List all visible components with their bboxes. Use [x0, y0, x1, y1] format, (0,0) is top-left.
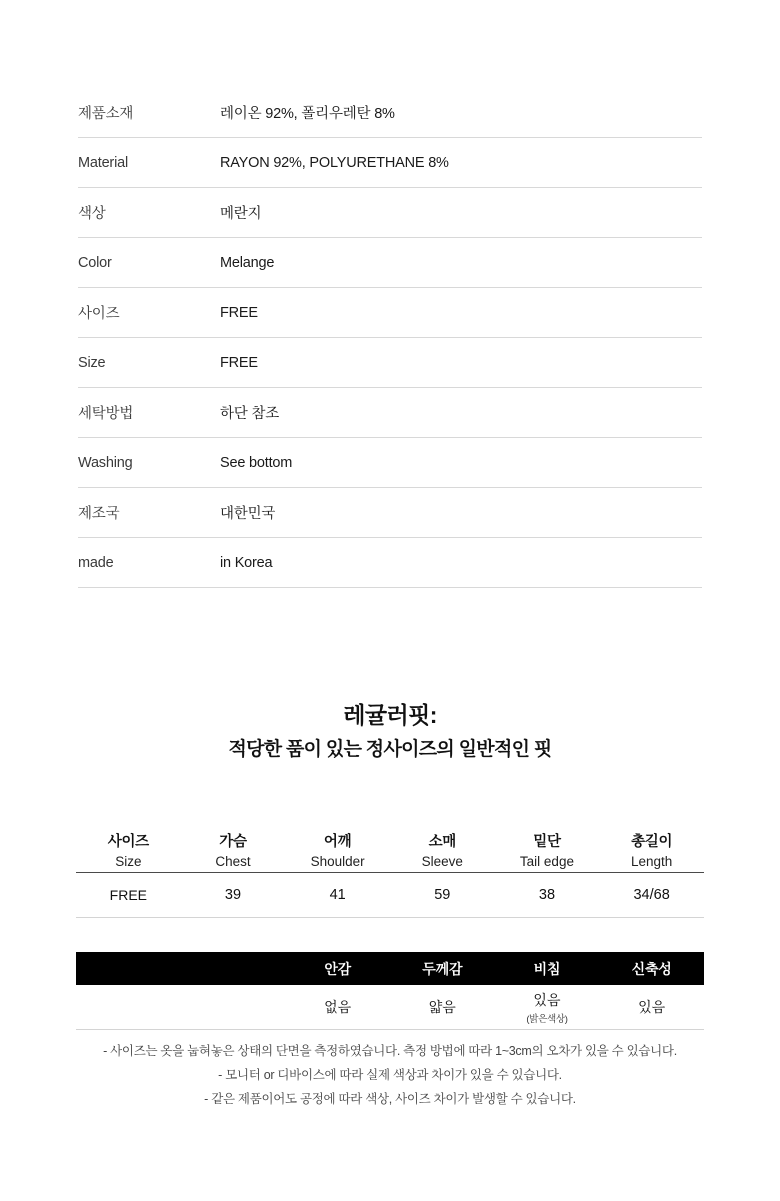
- measurement-header-sleeve: 소매 Sleeve: [421, 834, 463, 870]
- spec-label: 제품소재: [78, 106, 134, 122]
- spec-label: Color: [78, 254, 112, 271]
- spec-value: FREE: [220, 304, 258, 321]
- table-row: [78, 138, 702, 188]
- size-measurement-table: [76, 832, 704, 918]
- attribute-header-blank-1: [76, 952, 181, 985]
- measurement-header-length: 총길이 Length: [630, 834, 673, 870]
- footnote-list: [0, 1042, 780, 1113]
- fit-subtitle: 적당한 품이 있는 정사이즈의 일반적인 핏: [228, 739, 552, 761]
- spec-label: Size: [78, 354, 106, 371]
- attribute-value-elasticity: 있음: [638, 999, 666, 1015]
- attribute-cell-blank-1: [76, 985, 181, 1030]
- measurement-header-shoulder: 어깨 Shoulder: [310, 834, 365, 870]
- table-row: [78, 488, 702, 538]
- attribute-header-elasticity: 신축성: [599, 952, 704, 985]
- spec-label: 사이즈: [78, 306, 120, 322]
- table-row: [76, 872, 704, 917]
- spec-value: See bottom: [220, 454, 293, 471]
- spec-label: made: [78, 554, 114, 571]
- measurement-header-tail-edge: 밑단 Tail edge: [519, 834, 574, 870]
- attribute-cell-lining: [285, 985, 390, 1030]
- spec-value: RAYON 92%, POLYURETHANE 8%: [220, 154, 449, 171]
- measurement-header-size: 사이즈 Size: [107, 834, 149, 870]
- footnote-item: - 모니터 or 디바이스에 따라 실제 색상과 차이가 있을 수 있습니다.: [218, 1067, 562, 1082]
- attribute-note-transparency: (밝은색상): [526, 1013, 568, 1025]
- footnote-item: - 같은 제품이어도 공정에 따라 색상, 사이즈 차이가 발생할 수 있습니다.: [204, 1091, 576, 1106]
- fit-title: 레귤러핏:: [343, 702, 437, 728]
- attribute-header-thickness: 두께감: [390, 952, 495, 985]
- measurement-header-row: [76, 832, 704, 872]
- spec-label: 색상: [78, 206, 106, 222]
- table-row: [78, 88, 702, 138]
- table-row: [76, 985, 704, 1030]
- spec-label: Material: [78, 154, 128, 171]
- spec-label: 제조국: [78, 506, 120, 522]
- measurement-cell-chest: 39: [181, 872, 286, 917]
- footnote-item: - 사이즈는 옷을 눕혀놓은 상태의 단면을 측정하였습니다. 측정 방법에 따라 1~3cm의 오차가 있을 수 있습니다.: [103, 1044, 677, 1058]
- table-row: [78, 188, 702, 238]
- attribute-header-row: [76, 952, 704, 985]
- attribute-header-transparency: 비침: [495, 952, 600, 985]
- attribute-value-lining: 없음: [324, 999, 352, 1015]
- attribute-cell-transparency: [495, 985, 600, 1030]
- product-spec-table: [78, 88, 702, 588]
- spec-value: 대한민국: [220, 506, 276, 522]
- measurement-cell-size: FREE: [76, 872, 181, 917]
- spec-label: Washing: [78, 454, 133, 471]
- spec-value: 레이온 92%, 폴리우레탄 8%: [220, 106, 395, 122]
- table-row: [78, 338, 702, 388]
- attribute-value-thickness: 얇음: [428, 999, 456, 1015]
- table-row: [78, 288, 702, 338]
- measurement-cell-tail-edge: 38: [495, 872, 600, 917]
- attribute-cell-thickness: [390, 985, 495, 1030]
- measurement-header-chest: 가슴 Chest: [215, 834, 251, 870]
- table-row: [78, 538, 702, 588]
- attribute-cell-blank-2: [181, 985, 286, 1030]
- fabric-attribute-table: [76, 952, 704, 1030]
- attribute-value-transparency: 있음: [533, 991, 561, 1008]
- spec-value: Melange: [220, 254, 275, 271]
- table-row: [78, 238, 702, 288]
- measurement-cell-sleeve: 59: [390, 872, 495, 917]
- measurement-cell-shoulder: 41: [285, 872, 390, 917]
- table-row: [78, 438, 702, 488]
- spec-value: 메란지: [220, 206, 262, 222]
- spec-value: in Korea: [220, 554, 273, 571]
- attribute-header-blank-2: [181, 952, 286, 985]
- spec-value: FREE: [220, 354, 258, 371]
- attribute-cell-elasticity: [599, 985, 704, 1030]
- table-row: [78, 388, 702, 438]
- spec-value: 하단 참조: [220, 406, 280, 422]
- attribute-header-lining: 안감: [285, 952, 390, 985]
- fit-description: [0, 700, 780, 763]
- measurement-cell-length: 34/68: [599, 872, 704, 917]
- spec-label: 세탁방법: [78, 406, 134, 422]
